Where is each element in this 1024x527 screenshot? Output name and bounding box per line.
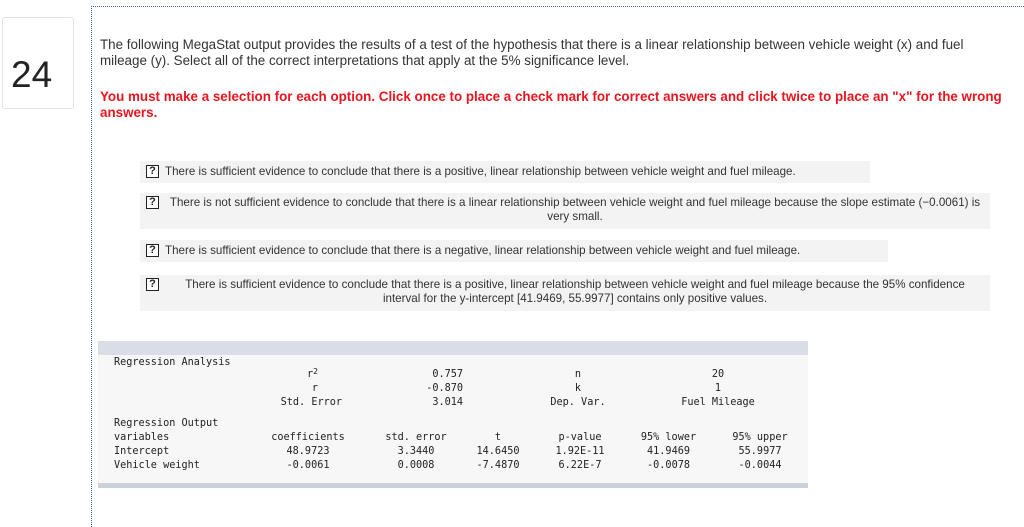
row-intercept-std-error: 3.3440 [397, 446, 435, 457]
row-weight-coefficient: -0.0061 [286, 460, 330, 471]
std-error-value: 3.014 [432, 397, 463, 408]
dotted-border-top [91, 6, 1024, 7]
row-intercept-t: 14.6450 [476, 446, 520, 457]
table-bottom-bar [98, 483, 808, 488]
row-weight-p-value: 6.22E-7 [558, 460, 602, 471]
n-value: 20 [711, 369, 725, 380]
row-weight-95-lower: -0.0078 [647, 460, 690, 471]
r-label: r [311, 383, 318, 394]
header-p-value: p-value [558, 432, 602, 443]
option-1-text: There is sufficient evidence to conclude that there is a positive, linear relationship between vehicle weight and fuel mileage. [165, 165, 796, 178]
row-intercept-95-upper: 55.9977 [738, 446, 782, 457]
regression-output-title: Regression Output [114, 418, 219, 429]
option-2-text: There is not sufficient evidence to conclude that there is a linear relationship between vehicle weight and fuel mileage because the slope estimate (−0.0061) is very small. [169, 196, 981, 223]
option-4-text: There is sufficient evidence to conclude that there is a positive, linear relationship between vehicle weight and fuel mileage because the 95% confidence interval for the y-intercept [41.9469, 55.9977] contains only positive values. [185, 278, 965, 305]
option-2-checkbox[interactable]: ? [146, 196, 159, 209]
k-label: k [574, 383, 582, 394]
option-4-checkbox[interactable]: ? [146, 278, 159, 291]
row-intercept-p-value: 1.92E-11 [555, 446, 605, 457]
header-variables: variables [114, 432, 170, 443]
header-95-lower: 95% lower [640, 432, 697, 443]
question-number: 24 [11, 54, 53, 95]
option-1[interactable] [140, 161, 870, 183]
k-value: 1 [714, 383, 722, 394]
r2-label: $r^2$ [307, 367, 318, 380]
row-weight-95-upper: -0.0044 [738, 460, 782, 471]
option-4[interactable] [140, 275, 990, 311]
header-t: t [494, 432, 502, 443]
table-top-bar [98, 341, 808, 355]
r-value: -0.870 [426, 383, 463, 394]
option-2[interactable] [140, 193, 990, 229]
question-text: The following MegaStat output provides the results of a test of the hypothesis that there is a linear relationship between vehicle weight (x) and fuel mileage (y). Select all of the correct interpretations that apply at the 5% significance level. [100, 37, 964, 68]
option-1-checkbox[interactable]: ? [146, 165, 159, 178]
instruction-text: You must make a selection for each option. Click once to place a check mark for correct answers and click twice to place an "x" for the wrong answers. [100, 89, 1002, 120]
dep-var-value: Fuel Mileage [681, 397, 755, 408]
row-intercept-coefficient: 48.9723 [286, 446, 330, 457]
header-95-upper: 95% upper [732, 432, 788, 443]
regression-output-table [98, 341, 808, 488]
n-label: n [574, 369, 582, 380]
option-3[interactable] [140, 240, 888, 262]
header-coefficients: coefficients [271, 432, 345, 443]
dep-var-label: Dep. Var. [550, 397, 606, 408]
row-weight-std-error: 0.0008 [397, 460, 435, 471]
r2-value: 0.757 [432, 369, 463, 380]
row-intercept-variable: Intercept [114, 446, 170, 457]
regression-title: Regression Analysis [114, 357, 231, 368]
row-weight-variable: Vehicle weight [114, 460, 200, 471]
std-error-label: Std. Error [280, 397, 342, 408]
row-intercept-95-lower: 41.9469 [647, 446, 690, 457]
option-3-checkbox[interactable]: ? [146, 244, 159, 257]
header-std-error: std. error [385, 432, 447, 443]
question-number-box [2, 17, 74, 109]
dotted-border-left [91, 6, 92, 527]
option-3-text: There is sufficient evidence to conclude that there is a negative, linear relationship between vehicle weight and fuel mileage. [165, 244, 801, 257]
row-weight-t: -7.4870 [476, 460, 520, 471]
